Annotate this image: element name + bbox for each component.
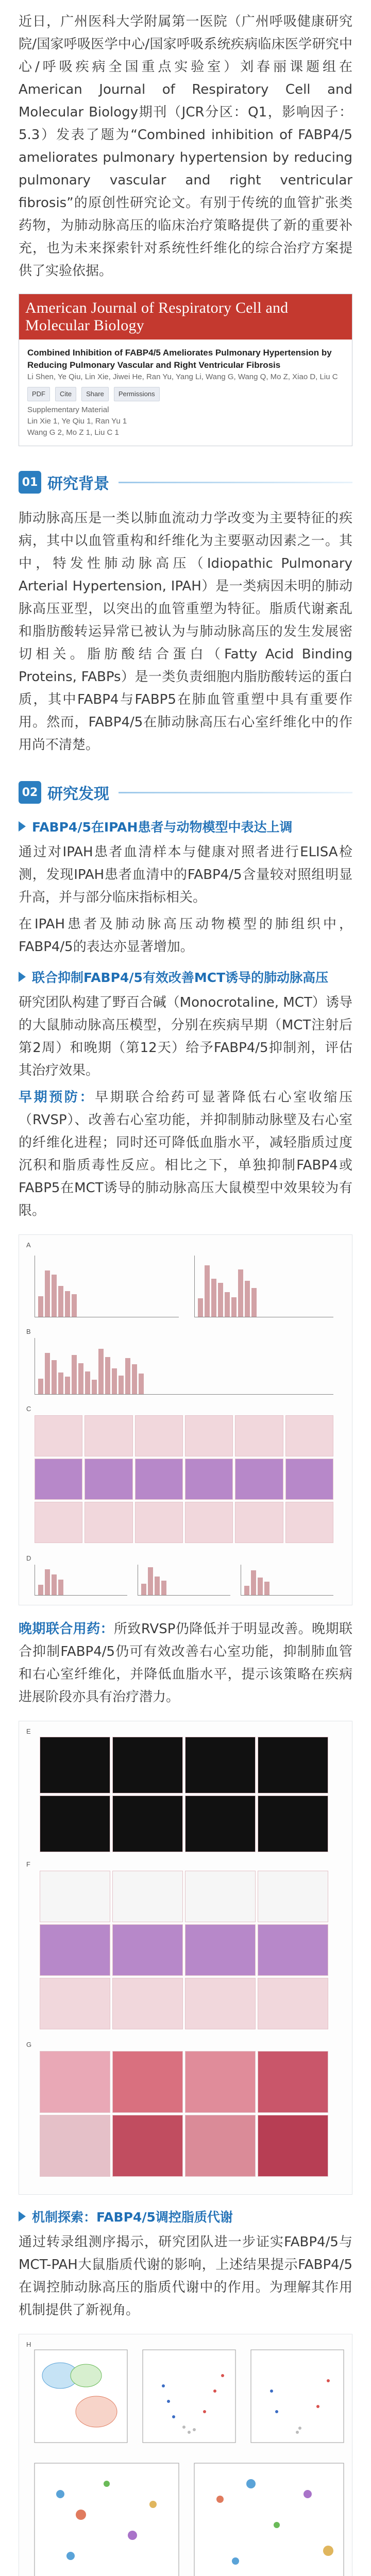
early-label: 早期预防：: [19, 1090, 95, 1105]
section-number: 02: [19, 781, 41, 804]
panel-label-c: C: [26, 1405, 31, 1413]
histology-image: [258, 2115, 328, 2177]
histology-image: [185, 1871, 256, 1922]
bar: [225, 1292, 230, 1317]
histology-image: [112, 1871, 183, 1922]
histology-image: [35, 1502, 82, 1543]
bar: [205, 1265, 210, 1317]
bar: [72, 1355, 77, 1394]
histology-image: [235, 1502, 283, 1543]
chart-panel-a: [35, 1256, 179, 1317]
bar: [85, 1371, 90, 1394]
histology-image: [135, 1502, 183, 1543]
bar: [45, 1270, 50, 1317]
journal-line-2: Wang G 2, Mo Z 1, Liu C 1: [27, 428, 119, 437]
figure-late-treatment: [19, 1721, 352, 2195]
histology-image: [258, 1978, 328, 2029]
fluorescence-image: [112, 1737, 183, 1793]
histology-image: [258, 1871, 328, 1922]
bar: [38, 1585, 43, 1595]
subheading-1: [19, 817, 352, 836]
tool-share[interactable]: Share: [81, 387, 109, 401]
histology-image: [135, 1459, 183, 1500]
histology-image: [135, 1415, 183, 1456]
bar-group: [241, 1565, 333, 1596]
finding-1-paragraph-1: 通过对IPAH患者血清样本与健康对照者进行ELISA检测，发现IPAH患者血清中的FABP4/5含量较对照组明显升高，并与部分临床指标相关。: [19, 844, 352, 905]
histology-image: [85, 1459, 132, 1500]
subheading-2: [19, 968, 352, 986]
histology-image: [112, 1924, 183, 1976]
fluorescence-image: [258, 1795, 328, 1852]
fluorescence-image: [185, 1795, 256, 1852]
histology-grid-2: [40, 1871, 328, 2029]
fluorescence-image: [40, 1795, 110, 1852]
volcano-plot-1: [143, 2350, 235, 2443]
bar: [78, 1363, 83, 1394]
histology-image: [235, 1415, 283, 1456]
histology-image: [258, 1924, 328, 1976]
triangle-icon: [19, 2211, 26, 2222]
bar: [52, 1275, 57, 1317]
bar: [105, 1357, 110, 1394]
panel-label-f: F: [26, 1860, 30, 1868]
tool-permissions[interactable]: Permissions: [114, 387, 160, 401]
volcano-plot-2: [251, 2350, 344, 2443]
early-bullet: [19, 1086, 352, 1222]
bar: [155, 1577, 160, 1595]
bar: [52, 1360, 57, 1394]
bar: [251, 1570, 256, 1595]
bar: [238, 1269, 243, 1317]
subheading-text: FABP4/5在IPAH患者与动物模型中表达上调: [32, 820, 293, 835]
triangle-icon: [19, 972, 26, 982]
fluorescence-image: [112, 1795, 183, 1852]
bar-group: [194, 1256, 333, 1317]
fluorescence-image: [40, 1737, 110, 1793]
bar: [161, 1581, 166, 1595]
histology-image: [112, 2115, 183, 2177]
bar: [231, 1297, 237, 1317]
bar: [58, 1372, 63, 1394]
bar: [258, 1578, 263, 1595]
histology-image: [185, 1415, 233, 1456]
article-tools: [27, 387, 344, 401]
section-divider: [119, 792, 352, 793]
bar: [98, 1349, 104, 1394]
journal-info: Supplementary Material: [27, 405, 109, 414]
bar: [198, 1298, 203, 1317]
bar: [139, 1374, 144, 1394]
fluorescence-image: [258, 1737, 328, 1793]
triangle-icon: [19, 821, 26, 832]
histology-image: [185, 1502, 233, 1543]
histology-image: [185, 1459, 233, 1500]
histology-image: [235, 1459, 283, 1500]
bar: [112, 1368, 117, 1394]
figure-early-treatment: [19, 1234, 352, 1605]
histology-image: [40, 2051, 110, 2113]
late-text: 所致RVSP仍降低并于明显改善。晚期联合抑制FABP4/5仍可有效改善右心室功能，抑制肺血管和右心室纤维化，并降低血脂水平，提示该策略在疾病进展阶段亦具有治疗潜力。: [19, 1621, 352, 1705]
bar: [264, 1582, 269, 1595]
histology-image: [85, 1415, 132, 1456]
panel-label-a: A: [26, 1241, 31, 1249]
background-paragraph: 肺动脉高压是一类以肺血流动力学改变为主要特征的疾病，其中以血管重构和纤维化为主要驱动因素之一。其中，特发性肺动脉高压（Idiopathic Pulmonary Arterial Hypertension, IPAH）是一类病因未明的肺动脉高压亚型，以突出的血管重塑为特征。脂质代谢紊乱和脂肪酸转运异常已被认为与肺动脉高压的发生发展密切相关。脂肪酸结合蛋白（Fatty Acid Binding Proteins, FABPs）是一类负责细胞内脂肪酸转运的蛋白质，其中FABP4与FABP5在肺血管重塑中具有重要作用。然而，FABP4/5在肺动脉高压右心室纤维化中的作用尚不清楚。: [19, 511, 352, 753]
bar-group: [138, 1565, 230, 1596]
intro-block: [0, 0, 371, 282]
journal-line-1: Lin Xie 1, Ye Qiu 1, Ran Yu 1: [27, 417, 127, 426]
intro-paragraph: 近日，广州医科大学附属第一医院（广州呼吸健康研究院/国家呼吸医学中心/国家呼吸系统疾病临床医学研究中心/呼吸疾病全国重点实验室）刘春丽课题组在American Journal of Respiratory Cell and Molecular Biology期刊（JCR分区：Q1，影响因子：5.3）发表了题为“Combined inhibition of FABP4/5 ameliorates pulmonary hypertension by reducing pulmonary vascular and right ventricular fibrosis”的原创性研究论文。有别于传统的血管扩张类药物，为肺动脉高压的临床治疗策略提供了新的重要补充，也为未来探索针对系统性纤维化的综合治疗方案提供了实验依据。: [19, 14, 352, 279]
histology-image: [285, 1459, 333, 1500]
mechanism-paragraph: 通过转录组测序揭示，研究团队进一步证实FABP4/5与MCT-PAH大鼠脂质代谢的影响，上述结果提示FABP4/5在调控肺动脉高压的脂质代谢中的作用。为理解其作用机制提供了新视角。: [19, 2234, 352, 2318]
bar: [148, 1567, 153, 1595]
bar: [251, 1288, 257, 1317]
bar-group: [35, 1338, 333, 1395]
article-authors: Li Shen, Ye Qiu, Lin Xie, Jiwei He, Ran Yu, Yang Li, Wang G, Wang Q, Mo Z, Xiao D, Liu C: [27, 372, 338, 381]
journal-banner: [19, 294, 352, 446]
histology-image: [35, 1415, 82, 1456]
bar: [45, 1353, 50, 1394]
bar: [52, 1574, 57, 1595]
bar: [125, 1358, 130, 1394]
panel-label-e: E: [26, 1727, 31, 1735]
bar: [92, 1380, 97, 1394]
histology-image: [285, 1502, 333, 1543]
bar: [58, 1286, 63, 1317]
late-bullet: [19, 1618, 352, 1708]
histology-image: [185, 2051, 256, 2113]
histology-image: [112, 2051, 183, 2113]
tool-pdf[interactable]: PDF: [27, 387, 50, 401]
bar: [119, 1376, 124, 1394]
histology-grid-3: [40, 2051, 328, 2177]
bar: [38, 1379, 43, 1394]
section-header-1: [19, 469, 352, 496]
dot-plot-2: [194, 2463, 344, 2576]
histology-image: [185, 1978, 256, 2029]
section-title: 研究发现: [47, 785, 109, 803]
histology-image: [35, 1459, 82, 1500]
bar: [65, 1377, 70, 1394]
histology-grid-1: [35, 1415, 333, 1543]
chart-panel-d: [35, 1565, 333, 1596]
article-title: Combined Inhibition of FABP4/5 Ameliorates Pulmonary Hypertension by Reducing Pulmonary Vascular and Right Ventricular Fibrosis: [27, 348, 332, 370]
bar: [141, 1584, 146, 1595]
histology-image: [258, 2051, 328, 2113]
mechanism-plots: [19, 2340, 352, 2576]
finding-2-paragraph: 研究团队构建了野百合碱（Monocrotaline, MCT）诱导的大鼠肺动脉高压模型，分别在疾病早期（MCT注射后第2周）和晚期（第12天）给予FABP4/5抑制剂，评估其治疗效果。: [19, 995, 352, 1078]
tool-cite[interactable]: Cite: [55, 387, 76, 401]
histology-image: [185, 1924, 256, 1976]
panel-label-h: H: [26, 2341, 31, 2348]
fluorescence-grid: [40, 1737, 328, 1852]
chart-panel-c: [35, 1338, 333, 1395]
bar-group: [35, 1256, 179, 1317]
bar: [72, 1294, 77, 1317]
subheading-text: 联合抑制FABP4/5有效改善MCT诱导的肺动脉高压: [32, 970, 329, 985]
finding-1-paragraph-2: 在IPAH患者及肺动脉高压动物模型的肺组织中，FABP4/5的表达亦显著增加。: [19, 917, 352, 955]
early-text: 早期联合给药可显著降低右心室收缩压（RVSP）、改善右心室功能，并抑制肺动脉壁及右心室的纤维化进程；同时还可降低血脂水平，减轻脂质过度沉积和脂质毒性反应。相比之下，单独抑制FABP4或FABP5在MCT诱导的肺动脉高压大鼠模型中效果较为有限。: [19, 1090, 352, 1218]
histology-image: [40, 1978, 110, 2029]
bar: [58, 1580, 63, 1595]
bar: [38, 1296, 43, 1317]
journal-name: American Journal of Respiratory Cell and Molecular Biology: [19, 294, 352, 340]
bar: [65, 1291, 70, 1317]
bar: [218, 1283, 223, 1317]
bar: [211, 1279, 216, 1317]
bar: [45, 1569, 50, 1595]
dot-plot-1: [35, 2463, 179, 2576]
histology-image: [40, 1924, 110, 1976]
section-title: 研究背景: [47, 475, 109, 493]
section-divider: [119, 482, 352, 483]
histology-image: [85, 1502, 132, 1543]
bar: [245, 1281, 250, 1317]
panel-label-b: B: [26, 1328, 31, 1335]
bar: [244, 1586, 249, 1595]
subheading-3: [19, 2207, 352, 2226]
histology-image: [112, 1978, 183, 2029]
section-number: 01: [19, 471, 41, 494]
section-header-2: [19, 779, 352, 806]
histology-image: [40, 1871, 110, 1922]
figure-mechanism: [19, 2334, 352, 2576]
histology-image: [185, 2115, 256, 2177]
fluorescence-image: [185, 1737, 256, 1793]
panel-label-g: G: [26, 2041, 32, 2048]
late-label: 晚期联合用药：: [19, 1621, 114, 1637]
histology-image: [40, 2115, 110, 2177]
bar-group: [35, 1565, 127, 1596]
chart-panel-b: [194, 1256, 333, 1317]
pca-plot: [35, 2350, 127, 2443]
panel-label-d: D: [26, 1554, 31, 1562]
bar: [132, 1364, 137, 1394]
subheading-text: 机制探索：FABP4/5调控脂质代谢: [32, 2210, 233, 2225]
histology-image: [285, 1415, 333, 1456]
